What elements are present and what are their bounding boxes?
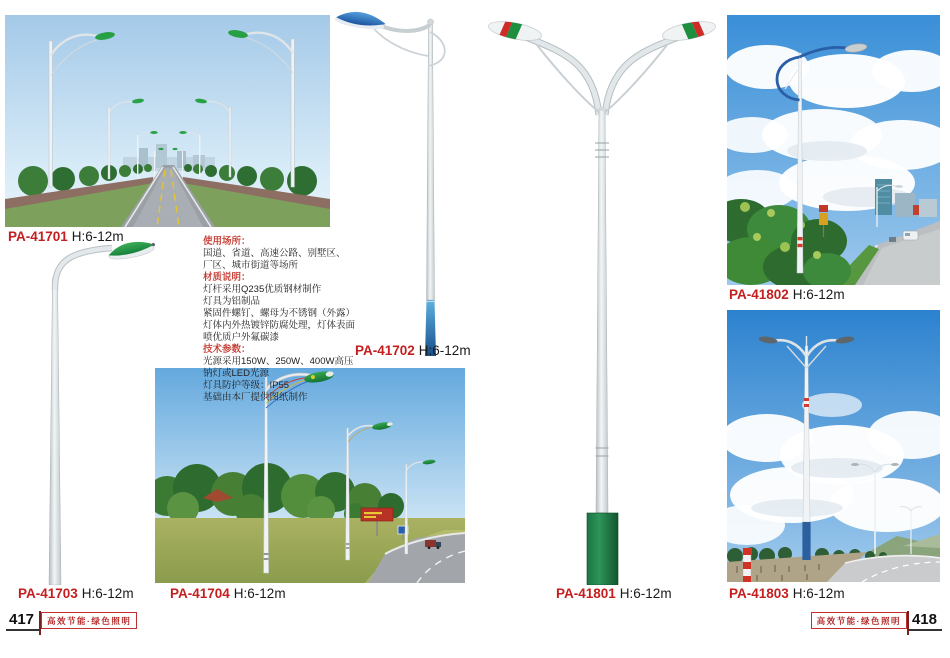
- product-height: H:6-12m: [792, 287, 845, 302]
- spec-line: 国道、省道、高速公路、别墅区、: [203, 248, 346, 259]
- product-code: PA-41803: [729, 586, 789, 601]
- single-arm-pole-green-lamp: [0, 238, 165, 585]
- spec-line: 紧固件螺钉、螺母为不锈钢（外露）: [203, 308, 356, 319]
- usage-title: 使用场所：: [203, 236, 251, 247]
- avenue-streetlights-illustration: [5, 15, 330, 227]
- double-arm-pole-render: [485, 5, 720, 585]
- product-code: PA-41702: [355, 343, 415, 358]
- street-pole-photo-clouds: [727, 15, 940, 285]
- product-height: H:6-12m: [71, 229, 124, 244]
- product-label-pa-41701: [8, 229, 124, 245]
- product-code: PA-41701: [8, 229, 68, 244]
- product-label-pa-41803: [729, 586, 845, 602]
- product-label-pa-41704: [170, 586, 286, 602]
- spec-line: 喷优质户外氟碳漆: [203, 332, 280, 343]
- product-code: PA-41703: [18, 586, 78, 601]
- product-render-pa-41801: [485, 5, 720, 585]
- product-render-pa-41703: [0, 238, 165, 585]
- spec-line: 基础由本厂提供图纸制作: [203, 392, 308, 403]
- spec-line: 灯具为铝制品: [203, 296, 261, 307]
- page-number-right: 418: [909, 611, 942, 631]
- page-number-left: 417: [6, 611, 39, 631]
- spec-line: 光源采用150W、250W、400W高压: [203, 356, 354, 367]
- footer-slogan-left: 高效节能·绿色照明: [41, 612, 137, 629]
- product-label-pa-41802: [729, 287, 845, 303]
- spec-line: 灯杆采用Q235优质钢材制作: [203, 284, 322, 295]
- product-code: PA-41802: [729, 287, 789, 302]
- footer-slogan-right: 高效节能·绿色照明: [811, 612, 907, 629]
- product-label-pa-41702: [355, 343, 471, 359]
- product-height: H:6-12m: [233, 586, 286, 601]
- footer-right: [811, 611, 942, 635]
- tech-title: 技术参数：: [203, 344, 251, 355]
- spec-line: 厂区、城市街道等场所: [203, 260, 299, 271]
- product-label-pa-41703: [18, 586, 134, 602]
- product-height: H:6-12m: [81, 586, 134, 601]
- product-code: PA-41801: [556, 586, 616, 601]
- material-title: 材质说明：: [203, 272, 251, 283]
- product-code: PA-41704: [170, 586, 230, 601]
- spec-text-block: [203, 236, 355, 404]
- product-photo-pa-41802: [727, 15, 940, 285]
- product-height: H:6-12m: [619, 586, 672, 601]
- product-photo-pa-41701: [5, 15, 330, 227]
- product-height: H:6-12m: [418, 343, 471, 358]
- spec-line: 灯体内外热镀锌防腐处理，灯体表面: [203, 320, 356, 331]
- product-photo-pa-41803: [727, 310, 940, 582]
- spec-line: 钠灯或LED光源: [203, 368, 269, 379]
- double-arm-pole-photo-road: [727, 310, 940, 582]
- product-label-pa-41801: [556, 586, 672, 602]
- product-height: H:6-12m: [792, 586, 845, 601]
- footer-left: [6, 611, 137, 635]
- spec-line: 灯具防护等级：IP55: [203, 380, 290, 391]
